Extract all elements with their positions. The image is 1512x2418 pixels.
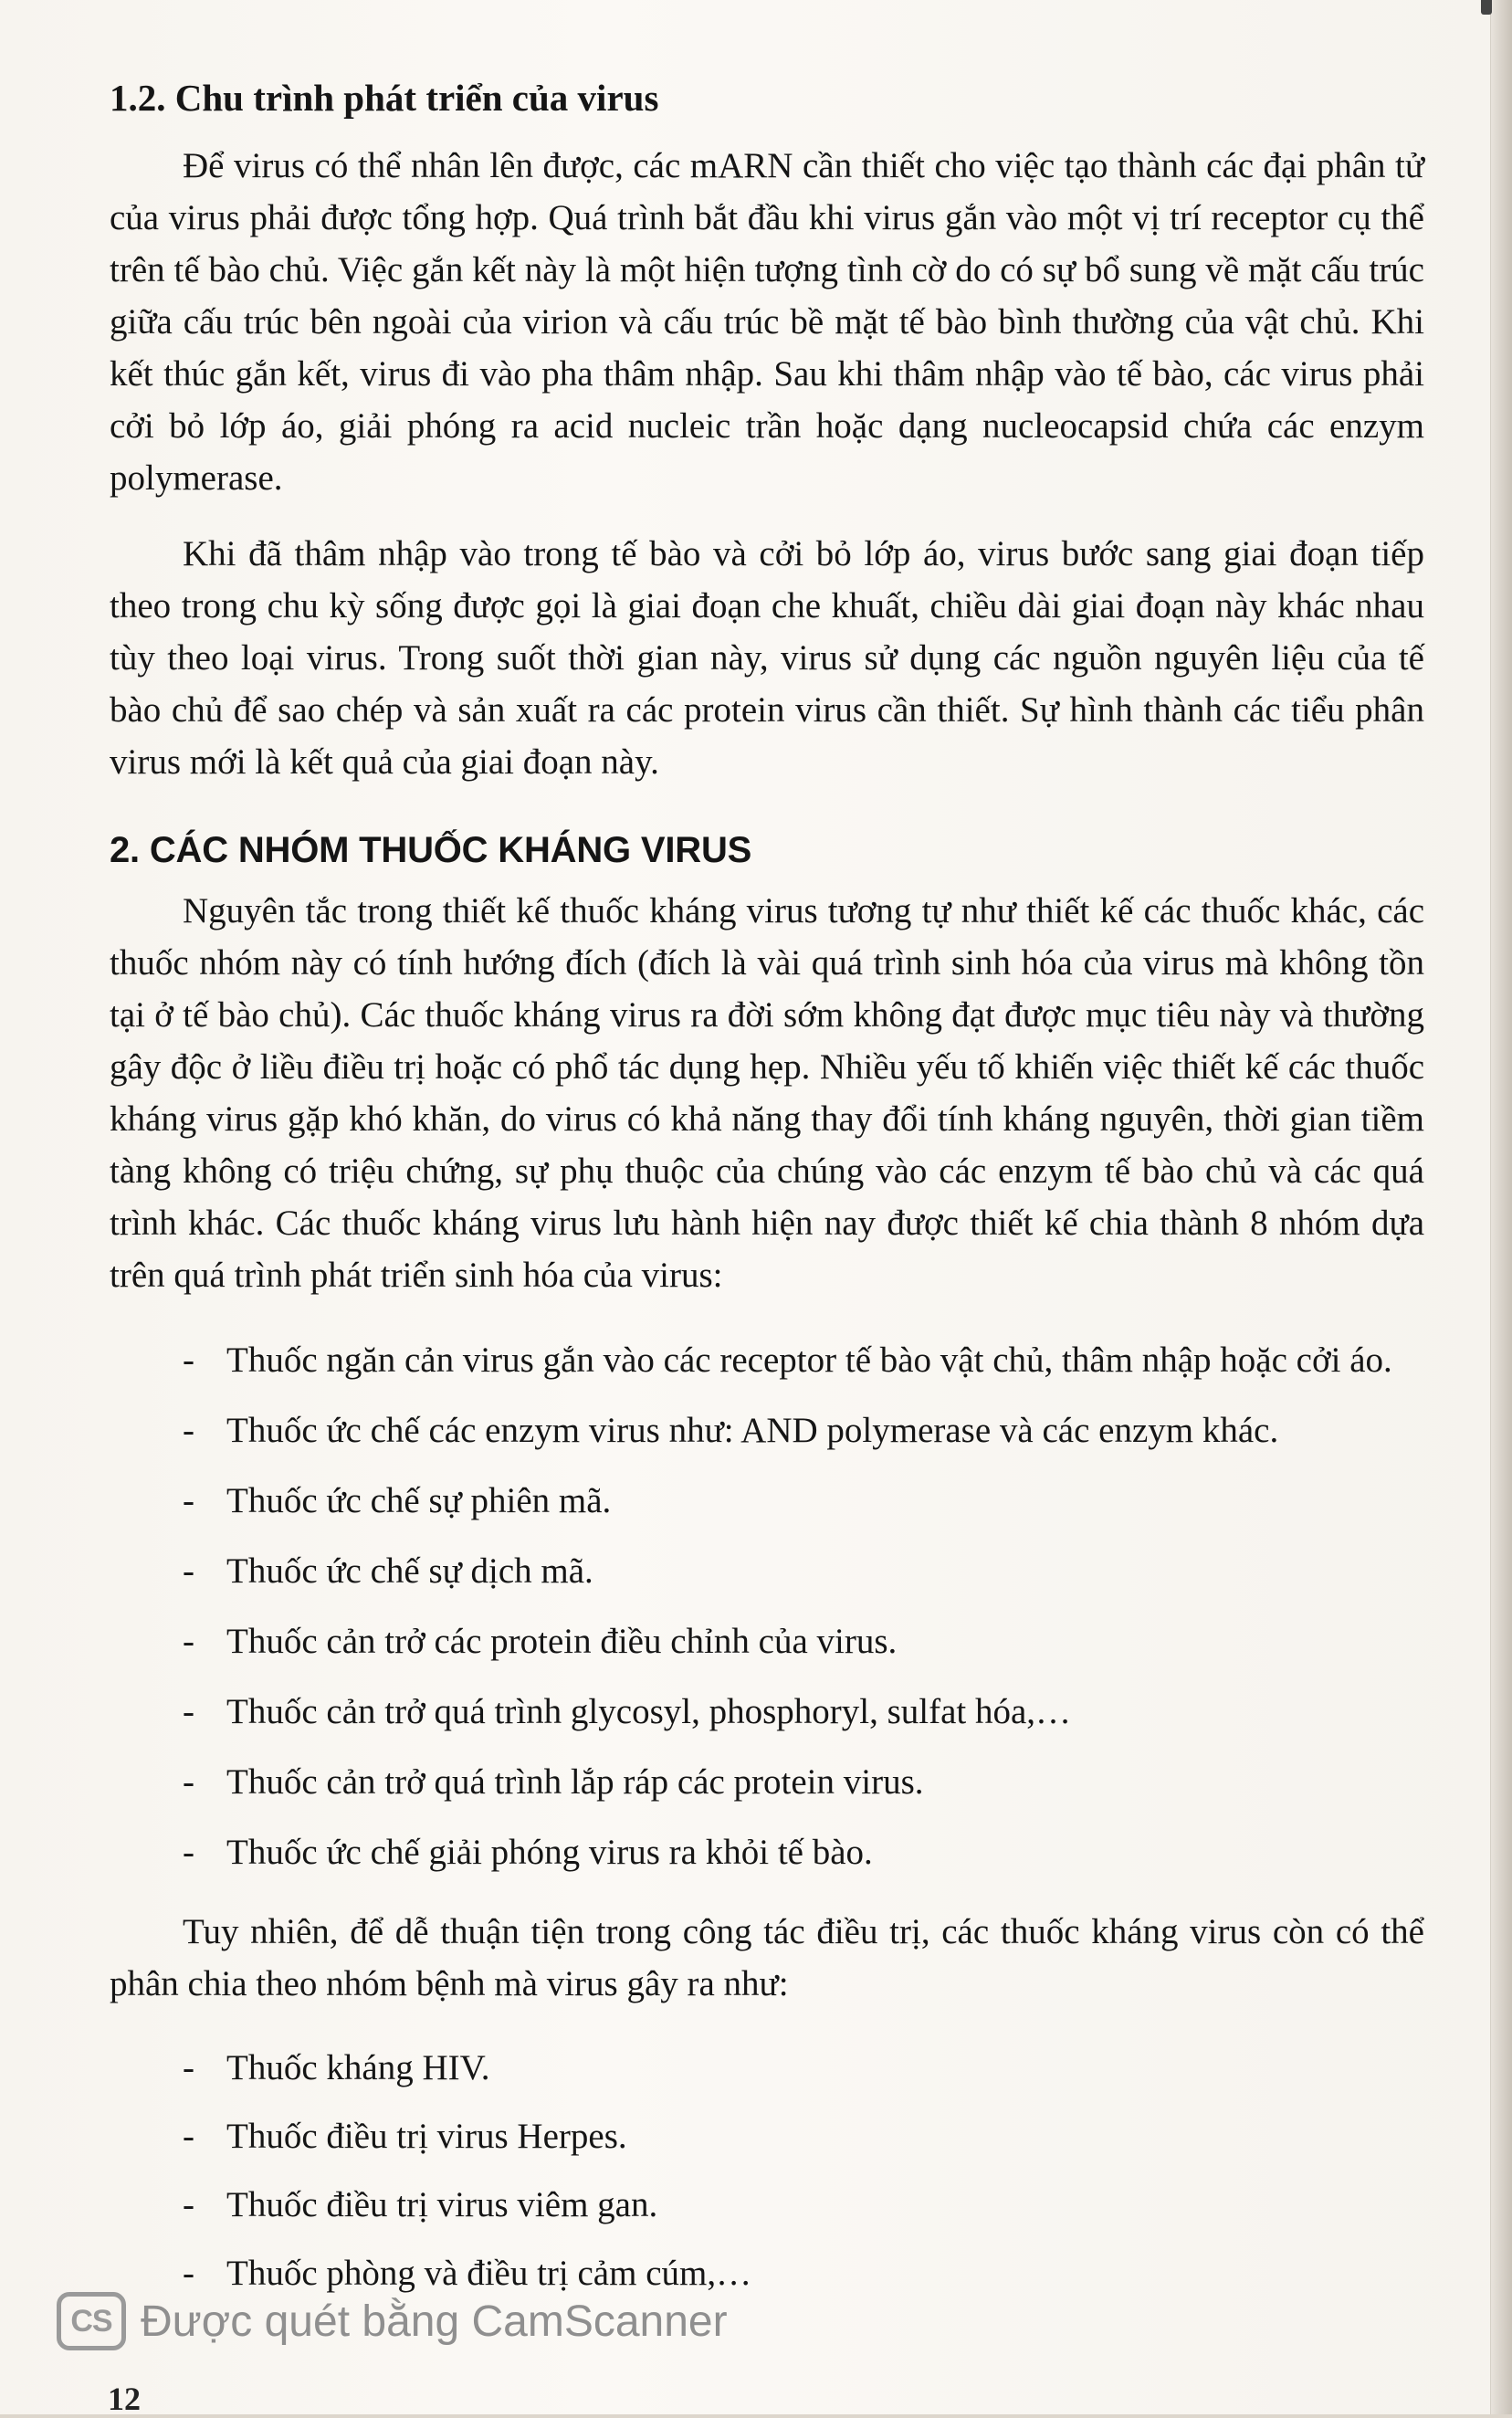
section-heading-2: 2. CÁC NHÓM THUỐC KHÁNG VIRUS xyxy=(110,830,752,871)
list-item xyxy=(183,2034,1424,2102)
dash-marker: - xyxy=(183,1762,194,1803)
list-item-text: Thuốc cản trở quá trình glycosyl, phosphoryl, sulfat hóa,… xyxy=(226,1692,1072,1732)
list-item-text: Thuốc cản trở quá trình lắp ráp các protein virus. xyxy=(226,1762,924,1803)
list-item xyxy=(183,2102,1424,2171)
list-item xyxy=(183,1536,1424,1606)
page-number: 12 xyxy=(108,2381,141,2417)
section-heading-1-2: 1.2. Chu trình phát triển của virus xyxy=(110,77,659,119)
list-item-text: Thuốc ức chế các enzym virus như: AND polymerase và các enzym khác. xyxy=(226,1411,1279,1451)
list-item-text: Thuốc phòng và điều trị cảm cúm,… xyxy=(226,2254,752,2294)
list-item-text: Thuốc ức chế sự phiên mã. xyxy=(226,1481,612,1521)
watermark-text: Được quét bằng CamScanner xyxy=(141,2297,728,2346)
dash-marker: - xyxy=(183,1622,194,1662)
list-item xyxy=(183,1395,1424,1466)
list-item xyxy=(183,1325,1424,1395)
camscanner-logo-icon: CS xyxy=(57,2292,126,2350)
paragraph-virus-cycle-1: Để virus có thể nhân lên được, các mARN cần thiết cho việc tạo thành các đại phân tử của virus phải được tổng hợp. Quá trình bắt đầu khi virus gắn vào một vị trí receptor cụ thể trên tế bào chủ. Việc gắn kết này là một hiện tượng tình cờ do có sự bổ sung về mặt cấu trúc giữa cấu trúc bên ngoài của virion và cấu trúc bề mặt tế bào bình thường của vật chủ. Khi kết thúc gắn kết, virus đi vào pha thâm nhập. Sau khi thâm nhập vào tế bào, các virus phải cởi bỏ lớp áo, giải phóng ra acid nucleic trần hoặc dạng nucleocapsid chứa các enzym polymerase. xyxy=(110,146,1424,499)
dash-marker: - xyxy=(183,1692,194,1732)
dash-marker: - xyxy=(183,2254,194,2294)
antiviral-groups-list xyxy=(183,1325,1424,1887)
dash-marker: - xyxy=(183,1340,194,1381)
paragraph-virus-cycle-2: Khi đã thâm nhập vào trong tế bào và cởi bỏ lớp áo, virus bước sang giai đoạn tiếp theo trong chu kỳ sống được gọi là giai đoạn che khuất, chiều dài giai đoạn này khác nhau tùy theo loại virus. Trong suốt thời gian này, virus sử dụng các nguồn nguyên liệu của tế bào chủ để sao chép và sản xuất ra các protein virus cần thiết. Sự hình thành các tiểu phân virus mới là kết quả của giai đoạn này. xyxy=(110,534,1424,783)
dash-marker: - xyxy=(183,2185,194,2225)
list-item xyxy=(183,1466,1424,1536)
paragraph-disease-groups-intro: Tuy nhiên, để dễ thuận tiện trong công tác điều trị, các thuốc kháng virus còn có thể phân chia theo nhóm bệnh mà virus gây ra như: xyxy=(110,1912,1424,2004)
list-item-text: Thuốc điều trị virus viêm gan. xyxy=(226,2185,658,2225)
dash-marker: - xyxy=(183,2117,194,2157)
list-item-text: Thuốc kháng HIV. xyxy=(226,2048,490,2088)
list-item-text: Thuốc điều trị virus Herpes. xyxy=(226,2117,627,2157)
dash-marker: - xyxy=(183,1411,194,1451)
scan-corner-mark xyxy=(1481,0,1492,15)
list-item xyxy=(183,2171,1424,2239)
list-item-text: Thuốc ức chế sự dịch mã. xyxy=(226,1551,593,1592)
paragraph-antiviral-intro: Nguyên tắc trong thiết kế thuốc kháng virus tương tự như thiết kế các thuốc khác, các thuốc nhóm này có tính hướng đích (đích là vài quá trình sinh hóa của virus mà không tồn tại ở tế bào chủ). Các thuốc kháng virus ra đời sớm không đạt được mục tiêu này và thường gây độc ở liều điều trị hoặc có phổ tác dụng hẹp. Nhiều yếu tố khiến việc thiết kế các thuốc kháng virus gặp khó khăn, do virus có khả năng thay đổi tính kháng nguyên, thời gian tiềm tàng không có triệu chứng, sự phụ thuộc của chúng vào các enzym tế bào chủ và các quá trình khác. Các thuốc kháng virus lưu hành hiện nay được thiết kế chia thành 8 nhóm dựa trên quá trình phát triển sinh hóa của virus: xyxy=(110,891,1424,1296)
page-content xyxy=(110,73,1424,2326)
list-item xyxy=(183,1606,1424,1677)
list-item xyxy=(183,1677,1424,1747)
camscanner-watermark xyxy=(57,2292,728,2350)
scan-page-edge xyxy=(1490,0,1512,2414)
dash-marker: - xyxy=(183,1833,194,1873)
disease-groups-list xyxy=(183,2034,1424,2308)
list-item-text: Thuốc cản trở các protein điều chỉnh của virus. xyxy=(226,1622,898,1662)
dash-marker: - xyxy=(183,2048,194,2088)
dash-marker: - xyxy=(183,1481,194,1521)
list-item-text: Thuốc ức chế giải phóng virus ra khỏi tế bào. xyxy=(226,1833,873,1873)
list-item-text: Thuốc ngăn cản virus gắn vào các receptor tế bào vật chủ, thâm nhập hoặc cởi áo. xyxy=(226,1340,1392,1381)
list-item xyxy=(183,1817,1424,1887)
dash-marker: - xyxy=(183,1551,194,1592)
list-item xyxy=(183,1747,1424,1817)
